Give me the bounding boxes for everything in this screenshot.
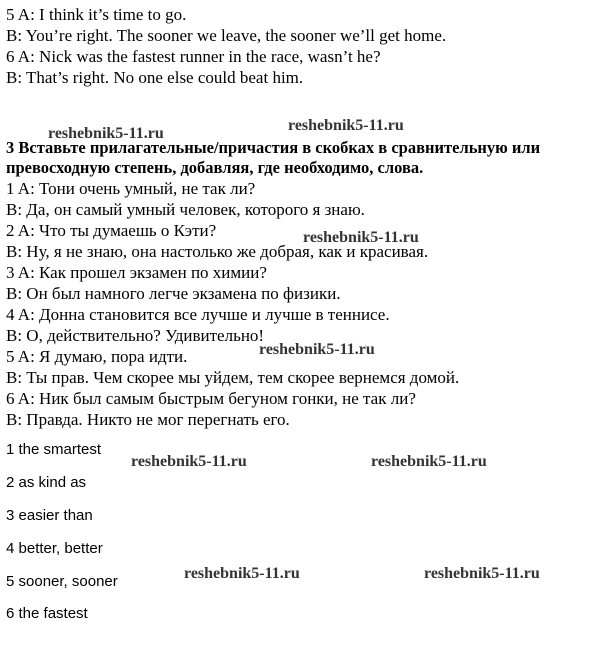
dialogue-ru-line: 3 A: Как прошел экзамен по химии? <box>6 263 267 282</box>
answer-item: 5 sooner, sooner <box>6 573 118 590</box>
watermark-text: reshebnik5-11.ru <box>48 125 164 142</box>
watermark-text: reshebnik5-11.ru <box>424 565 540 582</box>
answer-item: 6 the fastest <box>6 605 88 622</box>
dialogue-en-line: 6 A: Nick was the fastest runner in the race, wasn’t he? <box>6 47 381 66</box>
dialogue-ru-line: B: Ну, я не знаю, она настолько же добрая, как и красивая. <box>6 242 429 261</box>
dialogue-ru-line: 5 A: Я думаю, пора идти. <box>6 347 188 366</box>
exercise-heading-line: превосходную степень, добавляя, где необходимо, слова. <box>6 158 424 177</box>
dialogue-en-line: 5 A: I think it’s time to go. <box>6 5 187 24</box>
watermark-text: reshebnik5-11.ru <box>131 453 247 470</box>
watermark-text: reshebnik5-11.ru <box>371 453 487 470</box>
dialogue-ru-line: B: Да, он самый умный человек, которого я знаю. <box>6 200 365 219</box>
answer-item: 1 the smartest <box>6 441 102 458</box>
dialogue-ru-line: B: Правда. Никто не мог перегнать его. <box>6 410 290 429</box>
watermark-text: reshebnik5-11.ru <box>184 565 300 582</box>
exercise-heading-line: 3 Вставьте прилагательные/причастия в скобках в сравнительную или <box>6 138 541 157</box>
dialogue-ru-line: B: О, действительно? Удивительно! <box>6 326 265 345</box>
watermark-text: reshebnik5-11.ru <box>259 341 375 358</box>
answer-item: 3 easier than <box>6 507 93 524</box>
dialogue-ru-line: B: Ты прав. Чем скорее мы уйдем, тем скорее вернемся домой. <box>6 368 460 387</box>
dialogue-ru-line: 2 A: Что ты думаешь о Кэти? <box>6 221 217 240</box>
watermark-text: reshebnik5-11.ru <box>303 229 419 246</box>
answer-item: 2 as kind as <box>6 474 87 491</box>
watermark-text: reshebnik5-11.ru <box>288 117 404 134</box>
dialogue-ru-line: B: Он был намного легче экзамена по физики. <box>6 284 341 303</box>
dialogue-ru-line: 4 A: Донна становится все лучше и лучше в теннисе. <box>6 305 390 324</box>
dialogue-ru-line: 1 A: Тони очень умный, не так ли? <box>6 179 256 198</box>
dialogue-ru-line: 6 A: Ник был самым быстрым бегуном гонки, не так ли? <box>6 389 416 408</box>
dialogue-en-line: B: You’re right. The sooner we leave, the sooner we’ll get home. <box>6 26 447 45</box>
answer-item: 4 better, better <box>6 540 103 557</box>
dialogue-en-line: B: That’s right. No one else could beat him. <box>6 68 304 87</box>
